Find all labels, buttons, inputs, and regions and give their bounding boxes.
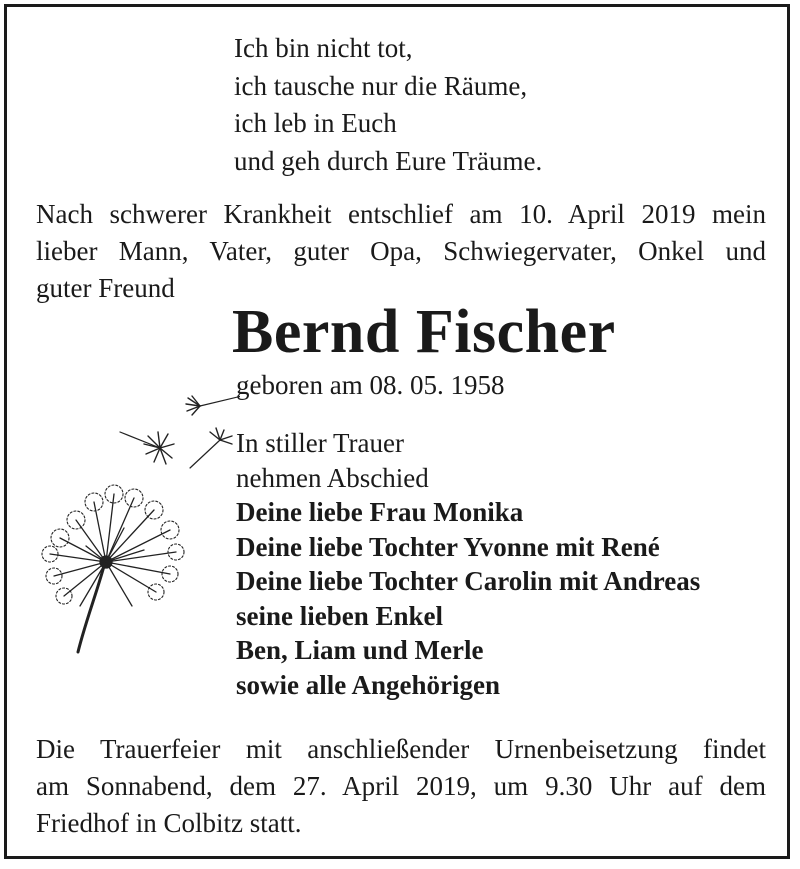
mourner-entry: Deine liebe Frau Monika bbox=[236, 497, 524, 527]
flying-seed-icon bbox=[186, 395, 240, 415]
mourning-phrase: nehmen Abschied bbox=[236, 462, 429, 493]
funeral-line: Die Trauerfeier mit anschließender Urnenbeisetzung findet bbox=[36, 734, 766, 764]
deceased-name: Bernd Fischer bbox=[232, 298, 616, 366]
mourning-phrase: In stiller Trauer bbox=[236, 428, 404, 458]
mourner-entry: seine lieben Enkel bbox=[236, 600, 444, 631]
poem-line: Ich bin nicht tot, bbox=[234, 33, 413, 63]
mourners-list bbox=[236, 426, 700, 702]
flying-seed-icon bbox=[120, 432, 174, 464]
death-announcement bbox=[36, 196, 766, 307]
birth-date: geboren am 08. 05. 1958 bbox=[236, 370, 505, 400]
poem-line: und geh durch Eure Träume. bbox=[234, 145, 543, 176]
announcement-line: lieber Mann, Vater, guter Opa, Schwiegervater, Onkel und bbox=[36, 236, 766, 266]
funeral-line: Friedhof in Colbitz statt. bbox=[36, 808, 302, 838]
mourner-entry: Deine liebe Tochter Yvonne mit René bbox=[236, 531, 660, 562]
funeral-details bbox=[36, 731, 766, 842]
mourner-entry: Ben, Liam und Merle bbox=[236, 635, 484, 665]
funeral-line: am Sonnabend, dem 27. April 2019, um 9.30 Uhr auf dem bbox=[36, 771, 766, 801]
mourner-entry: sowie alle Angehörigen bbox=[236, 669, 500, 700]
memorial-poem bbox=[234, 30, 542, 180]
mourner-entry: Deine liebe Tochter Carolin mit Andreas bbox=[236, 566, 701, 596]
flying-seed-icon bbox=[190, 428, 232, 468]
announcement-line: Nach schwerer Krankheit entschlief am 10. April 2019 mein bbox=[36, 199, 766, 229]
dandelion-illustration bbox=[20, 370, 240, 670]
poem-line: ich leb in Euch bbox=[234, 108, 397, 138]
dandelion-head-icon bbox=[50, 494, 176, 606]
announcement-line: guter Freund bbox=[36, 273, 175, 303]
poem-line: ich tausche nur die Räume, bbox=[234, 70, 528, 101]
